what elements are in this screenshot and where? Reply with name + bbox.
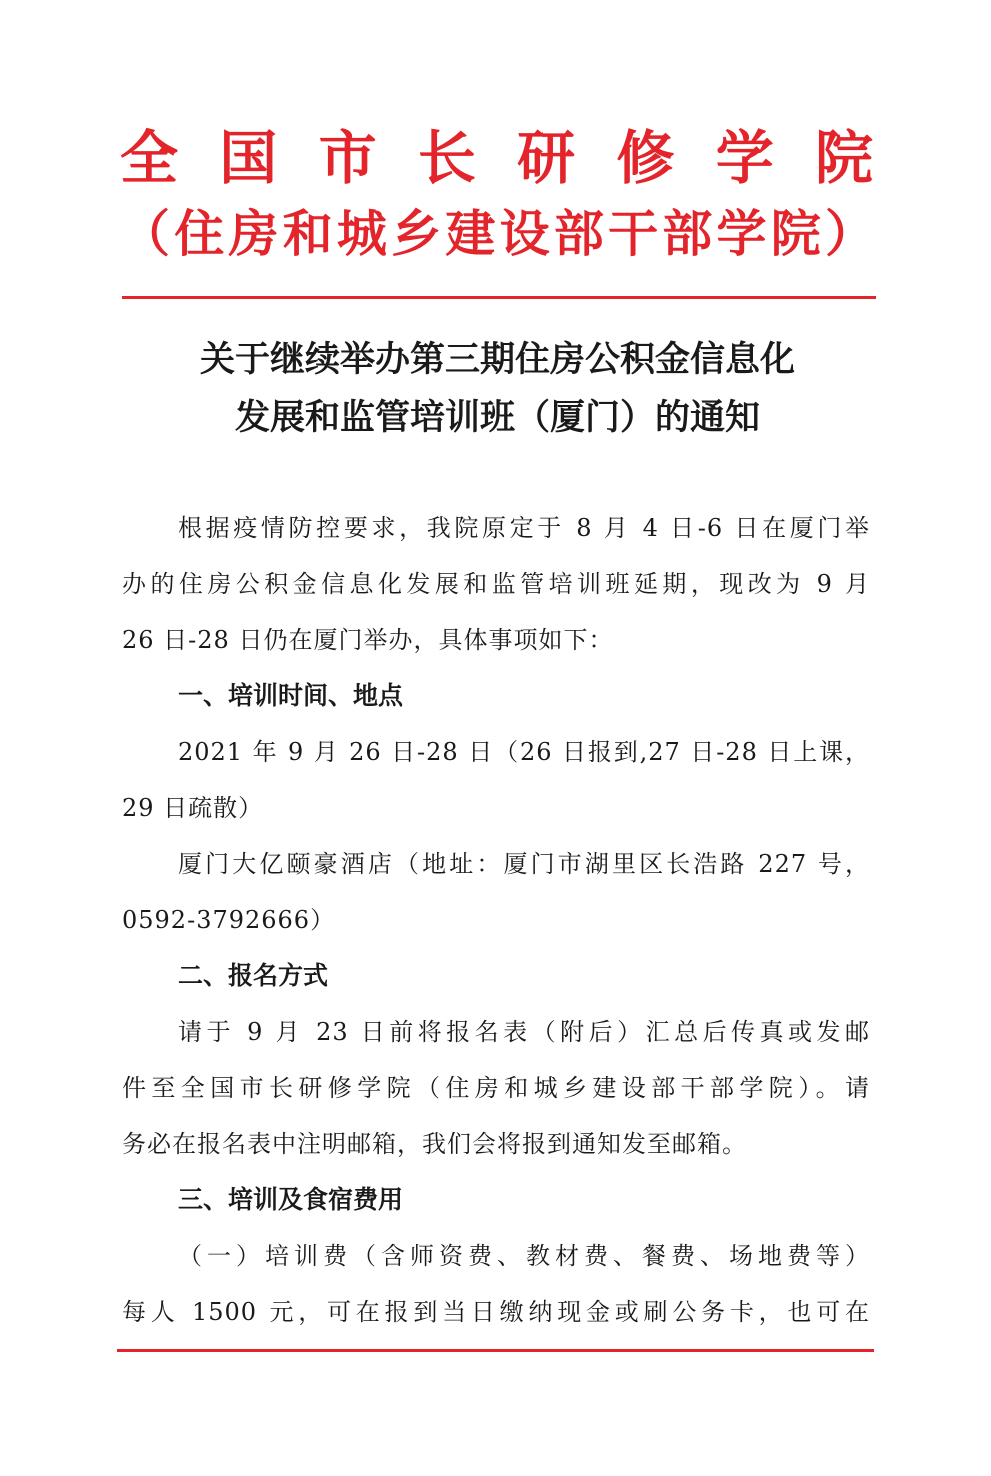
notice-title-line-2: 发展和监管培训班（厦门）的通知 xyxy=(234,398,760,438)
section-2-line-3: 务必在报名表中注明邮箱，我们会将报到通知发至邮箱。 xyxy=(122,1130,747,1158)
notice-title-line-1: 关于继续举办第三期住房公积金信息化 xyxy=(199,340,795,380)
section-2-heading: 二、报名方式 xyxy=(178,961,329,990)
section-1-line-3: 厦门大亿颐豪酒店（地址：厦门市湖里区长浩路 227 号， xyxy=(178,850,870,878)
letterhead-org-name: 全 国 市 长 研 修 学 院 xyxy=(120,124,875,192)
section-1-line-4: 0592-3792666） xyxy=(122,906,336,934)
section-1-line-1: 2021 年 9 月 26 日-28 日（26 日报到,27 日-28 日上课， xyxy=(178,738,870,766)
section-1-heading: 一、培训时间、地点 xyxy=(178,681,404,710)
letterhead-divider xyxy=(122,296,876,299)
intro-line-3: 26 日-28 日仍在厦门举办，具体事项如下： xyxy=(122,626,614,654)
section-2-line-2: 件至全国市长研修学院（住房和城乡建设部干部学院）。请 xyxy=(122,1074,870,1102)
letterhead-org-subtitle: （住房和城乡建设部干部学院） xyxy=(120,204,875,263)
section-3-line-2: 每人 1500 元，可在报到当日缴纳现金或刷公务卡，也可在 xyxy=(122,1298,870,1326)
footer-divider xyxy=(117,1349,874,1352)
section-2-line-1: 请于 9 月 23 日前将报名表（附后）汇总后传真或发邮 xyxy=(178,1018,870,1046)
section-3-line-1: （一）培训费（含师资费、教材费、餐费、场地费等） xyxy=(178,1242,870,1270)
intro-line-1: 根据疫情防控要求，我院原定于 8 月 4 日-6 日在厦门举 xyxy=(178,514,870,542)
section-1-line-2: 29 日疏散） xyxy=(122,794,264,822)
section-3-heading: 三、培训及食宿费用 xyxy=(178,1185,404,1214)
intro-line-2: 办的住房公积金信息化发展和监管培训班延期，现改为 9 月 xyxy=(122,570,870,598)
